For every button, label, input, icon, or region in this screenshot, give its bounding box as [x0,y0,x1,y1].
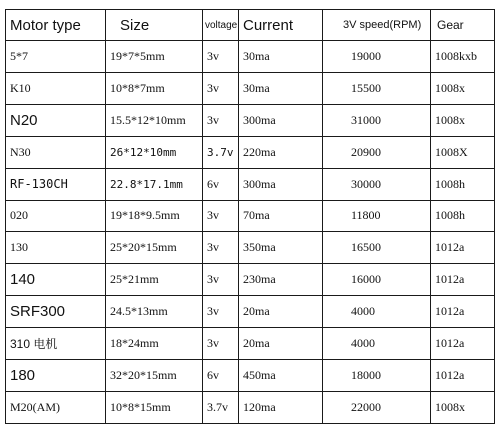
cell-current: 350ma [239,232,323,264]
cell-speed: 30000 [323,168,431,200]
table-row [6,391,495,423]
table-row [6,360,495,392]
cell-current: 450ma [239,360,323,392]
cell-model: 020 [6,200,106,232]
header-speed: 3V speed(RPM) [323,10,431,41]
cell-model: 310 电机 [6,328,106,360]
cell-model: SRF300 [6,296,106,328]
cell-speed: 31000 [323,104,431,136]
cell-size: 25*20*15mm [106,232,203,264]
cell-current: 20ma [239,328,323,360]
cell-gear: 1008x [431,72,495,104]
cell-voltage: 3v [203,104,239,136]
table-row [6,136,495,168]
cell-gear: 1008X [431,136,495,168]
cell-speed: 4000 [323,296,431,328]
cell-voltage: 3.7v [203,391,239,423]
cell-voltage: 6v [203,360,239,392]
cell-gear: 1008x [431,104,495,136]
cell-speed: 22000 [323,391,431,423]
cell-gear: 1012a [431,328,495,360]
cell-voltage: 3v [203,200,239,232]
cell-size: 26*12*10mm [106,136,203,168]
cell-speed: 4000 [323,328,431,360]
cell-model: K10 [6,72,106,104]
cell-current: 220ma [239,136,323,168]
cell-size: 10*8*7mm [106,72,203,104]
table-row [6,264,495,296]
cell-voltage: 3v [203,232,239,264]
cell-model: 180 [6,360,106,392]
cell-speed: 20900 [323,136,431,168]
cell-gear: 1012a [431,360,495,392]
cell-size: 15.5*12*10mm [106,104,203,136]
cell-model: 140 [6,264,106,296]
cell-voltage: 6v [203,168,239,200]
cell-voltage: 3v [203,264,239,296]
cell-speed: 11800 [323,200,431,232]
table-row [6,168,495,200]
cell-size: 25*21mm [106,264,203,296]
cell-gear: 1008h [431,200,495,232]
cell-current: 20ma [239,296,323,328]
cell-voltage: 3v [203,41,239,73]
cell-current: 30ma [239,72,323,104]
cell-gear: 1012a [431,296,495,328]
cell-size: 18*24mm [106,328,203,360]
cell-speed: 15500 [323,72,431,104]
header-motor-type: Motor type [6,10,106,41]
header-voltage: voltage [203,10,239,41]
cell-gear: 1008h [431,168,495,200]
cell-model: 130 [6,232,106,264]
cell-current: 70ma [239,200,323,232]
cell-voltage: 3v [203,328,239,360]
cell-current: 300ma [239,104,323,136]
cell-model: M20(AM) [6,391,106,423]
cell-current: 120ma [239,391,323,423]
cell-size: 19*18*9.5mm [106,200,203,232]
cell-speed: 16500 [323,232,431,264]
cell-model: N20 [6,104,106,136]
cell-size: 32*20*15mm [106,360,203,392]
cell-voltage: 3.7v [203,136,239,168]
table-row [6,104,495,136]
cell-size: 10*8*15mm [106,391,203,423]
table-row [6,328,495,360]
cell-voltage: 3v [203,72,239,104]
motor-spec-table [5,9,495,424]
table-row [6,41,495,73]
cell-model: 5*7 [6,41,106,73]
header-gear: Gear [431,10,495,41]
cell-current: 30ma [239,41,323,73]
table-row [6,296,495,328]
header-current: Current [239,10,323,41]
table-row [6,72,495,104]
cell-size: 22.8*17.1mm [106,168,203,200]
cell-current: 230ma [239,264,323,296]
cell-voltage: 3v [203,296,239,328]
cell-model: N30 [6,136,106,168]
cell-model: RF-130CH [6,168,106,200]
table-row [6,232,495,264]
cell-gear: 1012a [431,232,495,264]
table-row [6,200,495,232]
cell-size: 19*7*5mm [106,41,203,73]
cell-gear: 1008kxb [431,41,495,73]
cell-speed: 19000 [323,41,431,73]
cell-gear: 1008x [431,391,495,423]
cell-size: 24.5*13mm [106,296,203,328]
header-size: Size [106,10,203,41]
header-row [6,10,495,41]
cell-gear: 1012a [431,264,495,296]
cell-speed: 18000 [323,360,431,392]
cell-speed: 16000 [323,264,431,296]
cell-current: 300ma [239,168,323,200]
